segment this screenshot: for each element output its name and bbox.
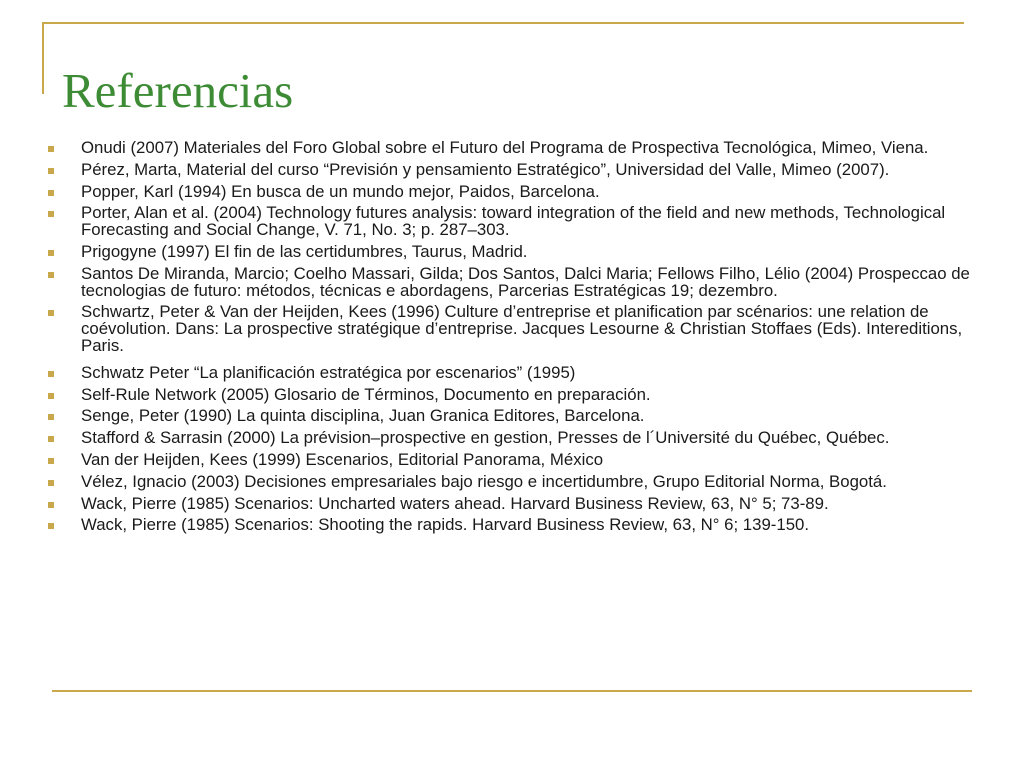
- reference-item: [48, 471, 996, 491]
- reference-item: [48, 517, 996, 534]
- reference-text: Senge, Peter (1990) La quinta disciplina, Juan Granica Editores, Barcelona.: [81, 406, 645, 426]
- reference-text: Porter, Alan et al. (2004) Technology futures analysis: toward integration of the field and new methods, Technological Forecasting and Social Change, V. 71, No. 3; p. 287–303.: [81, 203, 946, 240]
- reference-text: Pérez, Marta, Material del curso “Previsión y pensamiento Estratégico”, Universidad del Valle, Mimeo (2007).: [81, 159, 890, 179]
- square-bullet-icon: [48, 250, 54, 256]
- reference-item: [48, 408, 996, 425]
- square-bullet-icon: [48, 211, 54, 217]
- reference-item: [48, 362, 996, 382]
- reference-item: [48, 430, 996, 447]
- square-bullet-icon: [48, 502, 54, 508]
- reference-text: Prigogyne (1997) El fin de las certidumbres, Taurus, Madrid.: [81, 241, 528, 261]
- frame-top-rule: [42, 22, 964, 24]
- reference-text: Popper, Karl (1994) En busca de un mundo mejor, Paidos, Barcelona.: [81, 181, 600, 201]
- reference-item: [48, 493, 996, 513]
- square-bullet-icon: [48, 523, 54, 529]
- slide-title: Referencias: [62, 63, 294, 118]
- square-bullet-icon: [48, 272, 54, 278]
- reference-text: Schwartz, Peter & Van der Heijden, Kees (1996) Culture d’entreprise et planification par scénarios: une relation de coévolution. Dans: La prospective stratégique d’entreprise. Jacques Lesourne & Christian Stoffaes (Eds). Intereditions, Paris.: [81, 302, 963, 355]
- square-bullet-icon: [48, 146, 54, 152]
- frame-bottom-rule: [52, 690, 972, 692]
- square-bullet-icon: [48, 414, 54, 420]
- reference-item: [48, 205, 996, 239]
- square-bullet-icon: [48, 371, 54, 377]
- reference-item: [48, 140, 996, 157]
- reference-item: [48, 159, 996, 179]
- square-bullet-icon: [48, 310, 54, 316]
- square-bullet-icon: [48, 168, 54, 174]
- square-bullet-icon: [48, 393, 54, 399]
- reference-item: [48, 384, 996, 404]
- reference-item: [48, 241, 996, 261]
- reference-text: Van der Heijden, Kees (1999) Escenarios, Editorial Panorama, México: [81, 449, 604, 469]
- reference-item: [48, 263, 996, 300]
- square-bullet-icon: [48, 436, 54, 442]
- square-bullet-icon: [48, 458, 54, 464]
- frame-left-rule: [42, 22, 44, 94]
- reference-item: [48, 181, 996, 201]
- reference-text: Stafford & Sarrasin (2000) La prévision–prospective en gestion, Presses de l´Université du Québec, Québec.: [81, 428, 890, 448]
- reference-item: [48, 449, 996, 469]
- square-bullet-icon: [48, 480, 54, 486]
- reference-text: Onudi (2007) Materiales del Foro Global sobre el Futuro del Programa de Prospectiva Tecnológica, Mimeo, Viena.: [81, 138, 929, 157]
- reference-text: Vélez, Ignacio (2003) Decisiones empresariales bajo riesgo e incertidumbre, Grupo Editorial Norma, Bogotá.: [81, 471, 887, 491]
- reference-text: Schwatz Peter “La planificación estratégica por escenarios” (1995): [81, 362, 576, 382]
- reference-item: [48, 304, 996, 354]
- square-bullet-icon: [48, 190, 54, 196]
- reference-text: Santos De Miranda, Marcio; Coelho Massari, Gilda; Dos Santos, Dalci Maria; Fellows Filho, Lélio (2004) Prospeccao de tecnologias de futuro: métodos, técnicas e abordagens, Parcerias Estratégicas 19; dezembro.: [81, 263, 970, 300]
- reference-text: Wack, Pierre (1985) Scenarios: Uncharted waters ahead. Harvard Business Review, 63, N° 5; 73-89.: [81, 493, 829, 513]
- reference-list: [48, 140, 996, 539]
- reference-text: Self-Rule Network (2005) Glosario de Términos, Documento en preparación.: [81, 384, 651, 404]
- reference-text: Wack, Pierre (1985) Scenarios: Shooting the rapids. Harvard Business Review, 63, N° 6; 139-150.: [81, 515, 810, 535]
